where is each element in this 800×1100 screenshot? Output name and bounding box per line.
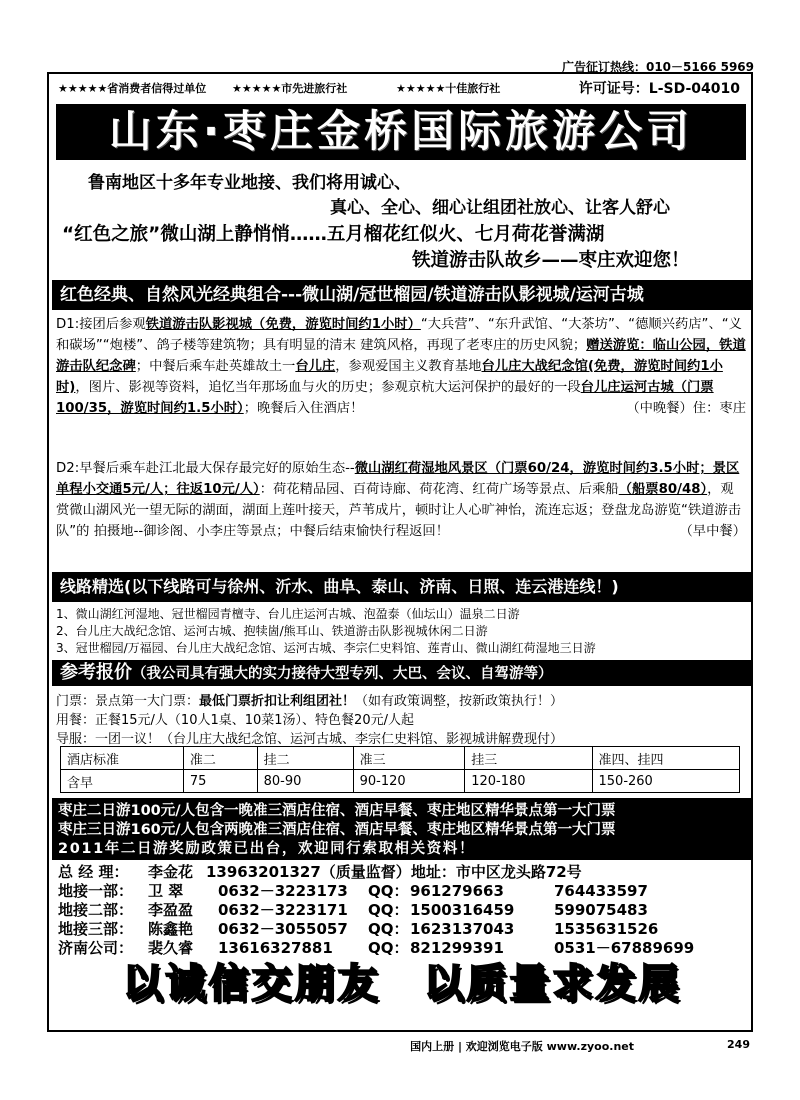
pricing-title: 参考报价: [60, 662, 132, 683]
qq-number: 1535631526: [554, 920, 659, 938]
d1-gift-tour: 赠送游览：临山公园，铁道游击队纪念碑: [56, 338, 746, 374]
d1-taierzhuang: 台儿庄: [295, 359, 336, 374]
contact-name: 李金花: [148, 863, 194, 881]
routes-band: 线路精选(以下线路可与徐州、沂水、曲阜、泰山、济南、日照、连云港连线！): [52, 572, 752, 602]
contact-role: 地接三部：: [58, 920, 134, 938]
footer-text: 国内上册 | 欢迎浏览电子版 www.zyoo.net: [410, 1040, 634, 1053]
contact-phone: 0632－3223171: [218, 901, 348, 919]
table-cell: 120-180: [465, 770, 592, 793]
tour-packages-band: [52, 798, 752, 860]
d2-boat-ticket: （船票80/48）: [618, 482, 708, 497]
qq-number: 599075483: [554, 901, 648, 919]
contact-jinan: [58, 938, 694, 958]
pricing-band: [52, 660, 752, 686]
qq-number: 1500316459: [410, 901, 515, 919]
three-day-tour: 枣庄三日游160元/人包含两晚准三酒店住宿、酒店早餐、枣庄地区精华景点第一大门票: [58, 822, 616, 838]
company-motto: 以诚信交朋友 以质量求发展: [122, 961, 682, 1007]
table-row: [61, 770, 740, 793]
contact-phone: 0632－3223173: [218, 882, 348, 900]
d2-text: 早餐后乘车赴江北最大保存最完好的原始生态--: [79, 461, 355, 476]
table-header: 挂三: [465, 747, 592, 770]
two-day-tour: 枣庄二日游100元/人包含一晚准三酒店住宿、酒店早餐、枣庄地区精华景点第一大门票: [58, 803, 616, 819]
meal-policy: 用餐：正餐15元/人（10人1桌、10菜1汤）、特色餐20元/人起: [56, 713, 414, 728]
contact-role: 地接二部：: [58, 901, 134, 919]
table-cell: 75: [183, 770, 257, 793]
table-header: 酒店标准: [61, 747, 184, 770]
qq-number: 821299391: [410, 939, 504, 957]
classic-combo-band: 红色经典、自然风光经典组合---微山湖/冠世榴园/铁道游击队影视城/运河古城: [52, 280, 752, 310]
day-2-label: D2:: [56, 461, 80, 476]
contact-name: 陈鑫艳: [148, 920, 194, 938]
table-cell: 含早: [61, 770, 184, 793]
contact-role: 总 经 理：: [58, 863, 129, 881]
d2-text: ：荷花精品园、百荷诗廊、荷花湾、红荷广场等景点、后乘船: [259, 482, 619, 497]
pricing-subtitle: （我公司具有强大的实力接待大型专列、大巴、会议、自驾游等）: [132, 666, 553, 682]
guide-policy: 导服：一团一议！（台儿庄大战纪念馆、运河古城、李宗仁史料馆、影视城讲解费现付）: [56, 732, 564, 747]
d1-text: 接团后参观: [79, 317, 146, 332]
route-item: 3、冠世榴园/万福园、台儿庄大战纪念馆、运河古城、李宗仁史料馆、莲青山、微山湖红荷湿地三日游: [56, 641, 596, 655]
qq-number: 961279663: [410, 882, 504, 900]
contact-dept-3: [58, 919, 658, 939]
ad-hotline: 广告征订热线：010－5166 5969: [561, 60, 754, 74]
contact-name: 裴久睿: [148, 939, 194, 957]
contact-phone: 0632－3055057: [218, 920, 348, 938]
d1-memorial-hall: 台儿庄大战纪念馆(免费，游览时间约1小时): [56, 359, 723, 395]
contact-name: 卫 翠: [148, 882, 184, 900]
qq-number: 0531－67889699: [554, 939, 695, 957]
hotel-price-table: [60, 746, 740, 793]
d1-text: ；晚餐后入住酒店！: [243, 401, 364, 416]
table-header: 准二: [183, 747, 257, 770]
d1-text: ，参观爱国主义教育基地: [335, 359, 482, 374]
qq-label: QQ：: [368, 882, 409, 900]
contact-role: 济南公司：: [58, 939, 134, 957]
qq-number: 764433597: [554, 882, 648, 900]
table-header: 挂二: [257, 747, 353, 770]
page-number: 249: [727, 1038, 750, 1051]
d2-wetland: 微山湖红荷湿地风景区（门票60/24，游览时间约3.5小时；景区单程小交通5元/人；往返10元/人）: [56, 461, 740, 497]
table-cell: 150-260: [592, 770, 740, 793]
itinerary-day-1: [56, 314, 746, 419]
qq-number: 1623137043: [410, 920, 515, 938]
d1-film-city: 铁道游击队影视城（免费，游览时间约1小时）: [145, 317, 421, 332]
contact-dept-2: [58, 900, 648, 920]
table-header-row: [61, 747, 740, 770]
table-header: 准三: [353, 747, 465, 770]
contact-phone: 13963201327（质量监督）: [206, 863, 411, 881]
ticket-discount: 最低门票折扣让利组团社！: [199, 694, 356, 709]
slogan-line-4: 铁道游击队故乡——枣庄欢迎您！: [412, 250, 690, 271]
contact-name: 李盈盈: [148, 901, 194, 919]
d1-text: ，图片、影视等资料，追忆当年那场血与火的历史；参观京杭大运河保护的最好的一段: [75, 380, 581, 395]
award-top-ten-agency: ★★★★★十佳旅行社: [396, 82, 501, 95]
company-title: 山东·枣庄金桥国际旅游公司: [56, 104, 746, 160]
d1-canal-town: 台儿庄运河古城（门票100/35，游览时间约1.5小时）: [56, 380, 714, 416]
itinerary-day-2: [56, 458, 746, 542]
route-item: 2、台儿庄大战纪念馆、运河古城、抱犊崮/熊耳山、铁道游击队影视城休闲二日游: [56, 624, 488, 638]
route-item: 1、微山湖红河湿地、冠世榴园青檀寺、台儿庄运河古城、泡盈泰（仙坛山）温泉二日游: [56, 607, 520, 621]
ticket-text: 门票：景点第一大门票：: [56, 694, 200, 709]
table-header: 准四、挂四: [592, 747, 740, 770]
award-advanced-agency: ★★★★★市先进旅行社: [232, 82, 348, 95]
ticket-note: （如有政策调整，按新政策执行！）: [355, 694, 564, 709]
day-1-label: D1:: [56, 317, 80, 332]
d1-text: “大兵营”、“东升武馆、“大茶坊”、“德顺兴药店”、“义和碳场”“炮楼”、鸽子楼等建筑物；具有明显的清末 建筑风格，再现了老枣庄的历史风貌；: [56, 317, 742, 353]
license-number: 许可证号：L-SD-04010: [578, 81, 740, 97]
incentive-policy: 2011年二日游奖励政策已出台，欢迎同行索取相关资料！: [58, 841, 476, 857]
qq-label: QQ：: [368, 920, 409, 938]
contact-dept-1: [58, 881, 648, 901]
company-address: 地址：市中区龙头路72号: [410, 863, 582, 881]
contact-general-manager: [58, 862, 582, 882]
qq-label: QQ：: [368, 901, 409, 919]
d2-text: ，观赏微山湖风光一望无际的湖面，湖面上莲叶接天，芦苇成片，顿时让人心旷神怡，流连忘返；登盘龙岛游览“铁道游击队”的 拍摄地--御诊阁、小李庄等景点；中餐后结束愉快行程返回！: [56, 482, 742, 539]
contact-role: 地接一部：: [58, 882, 134, 900]
qq-label: QQ：: [368, 939, 409, 957]
table-cell: 80-90: [257, 770, 353, 793]
table-cell: 90-120: [353, 770, 465, 793]
slogan-line-1: 鲁南地区十多年专业地接、我们将用诚心、: [88, 173, 411, 193]
d1-text: ；中餐后乘车赴英雄故土一: [135, 359, 296, 374]
ticket-policy: [56, 690, 563, 709]
d1-meals-lodging: （中晚餐）住：枣庄: [626, 401, 746, 416]
d2-meals: （早中餐）: [679, 524, 746, 539]
contact-phone: 13616327881: [218, 939, 333, 957]
award-consumer-trusted: ★★★★★省消费者信得过单位: [58, 82, 207, 95]
slogan-line-2: 真心、全心、细心让组团社放心、让客人舒心: [330, 198, 670, 218]
slogan-line-3: “红色之旅”微山湖上静悄悄……五月榴花红似火、七月荷花誉满湖: [62, 224, 605, 245]
